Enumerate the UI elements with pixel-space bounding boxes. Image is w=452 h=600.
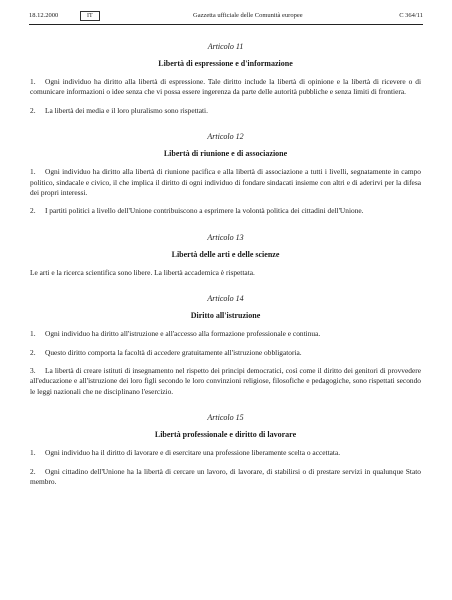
article-paragraph [30,167,421,198]
article-title: Libertà professionale e diritto di lavorare [154,430,297,440]
article-number: Articolo 14 [207,294,244,304]
header-rule [29,24,423,25]
paragraph-number: 2. [30,105,36,115]
page-header [29,11,423,21]
page-reference: C 364/11 [399,12,423,19]
paragraph-text: Questo diritto comporta la facoltà di accedere gratuitamente all'istruzione obbligatoria. [45,347,302,357]
paragraph-text: La libertà dei media e il loro pluralismo sono rispettati. [45,105,208,115]
article-title: Libertà di riunione e di associazione [163,149,288,159]
paragraph-text: I partiti politici a livello dell'Unione contribuiscono a esprimere la volontà politica dei cittadini dell'Unione. [45,206,364,216]
paragraph-number: 2. [30,347,36,357]
language-badge: IT [80,11,100,21]
journal-title: Gazzetta ufficiale delle Comunità europee [193,12,303,19]
article-paragraph [30,268,421,278]
article-11 [30,42,421,116]
document-body [30,30,421,488]
article-paragraph [30,366,421,397]
article-paragraph [30,348,421,358]
article-number: Articolo 13 [207,232,244,242]
article-paragraph [30,467,421,488]
paragraph-text: Ogni cittadino dell'Unione ha la libertà di cercare un lavoro, di lavorare, di stabilirsi o di prestare servizi in qualunque Stato membro. [30,466,421,487]
article-paragraph [30,329,421,339]
paragraph-text: Ogni individuo ha il diritto di lavorare e di esercitare una professione liberamente scelta o accettata. [45,448,341,458]
paragraph-number: 1. [30,329,36,339]
article-title: Diritto all'istruzione [190,311,261,321]
paragraph-text: Ogni individuo ha diritto alla libertà di espressione. Tale diritto include la libertà di opinione e la libertà di ricevere o di comunicare informazioni o idee senza che vi possa essere ingerenza da parte delle autorità pubbliche e senza limiti di frontiera. [30,77,421,97]
paragraph-text: Le arti e la ricerca scientifica sono libere. La libertà accademica è rispettata. [30,267,255,277]
paragraph-number: 1. [30,167,36,177]
paragraph-number: 2. [30,206,36,216]
paragraph-text: La libertà di creare istituti di insegnamento nel rispetto dei principi democratici, così come il diritto dei genitori di provvedere all'educazione e all'istruzione dei loro figli secondo le loro convinzioni religiose, filosofiche e pedagogiche, sono rispettati secondo le leggi nazionali che ne disciplinano l'esercizio. [30,366,421,396]
publication-date: 18.12.2000 [29,12,59,19]
paragraph-number: 1. [30,448,36,458]
paragraph-number: 2. [30,466,36,476]
article-title: Libertà di espressione e d'informazione [158,59,293,68]
paragraph-number: 3. [30,366,36,376]
paragraph-number: 1. [30,77,36,86]
paragraph-text: Ogni individuo ha diritto all'istruzione e all'accesso alla formazione professionale e continua. [45,329,321,339]
article-paragraph [30,106,421,116]
article-14 [30,294,421,397]
article-15 [30,413,421,487]
article-title: Libertà delle arti e delle scienze [171,249,280,259]
article-number: Articolo 15 [207,413,244,423]
article-paragraph [30,77,421,98]
paragraph-text: Ogni individuo ha diritto alla libertà di riunione pacifica e alla libertà di associazione a tutti i livelli, segnatamente in campo politico, sindacale e civico, il che implica il diritto di ogni individuo di fondare sindacati insieme con altri e di aderirvi per la difesa dei propri interessi. [30,167,421,198]
article-number: Articolo 12 [207,132,244,142]
article-paragraph [30,448,421,458]
article-paragraph [30,206,421,216]
article-13 [30,233,421,278]
article-12 [30,132,421,217]
article-number: Articolo 11 [207,42,244,51]
